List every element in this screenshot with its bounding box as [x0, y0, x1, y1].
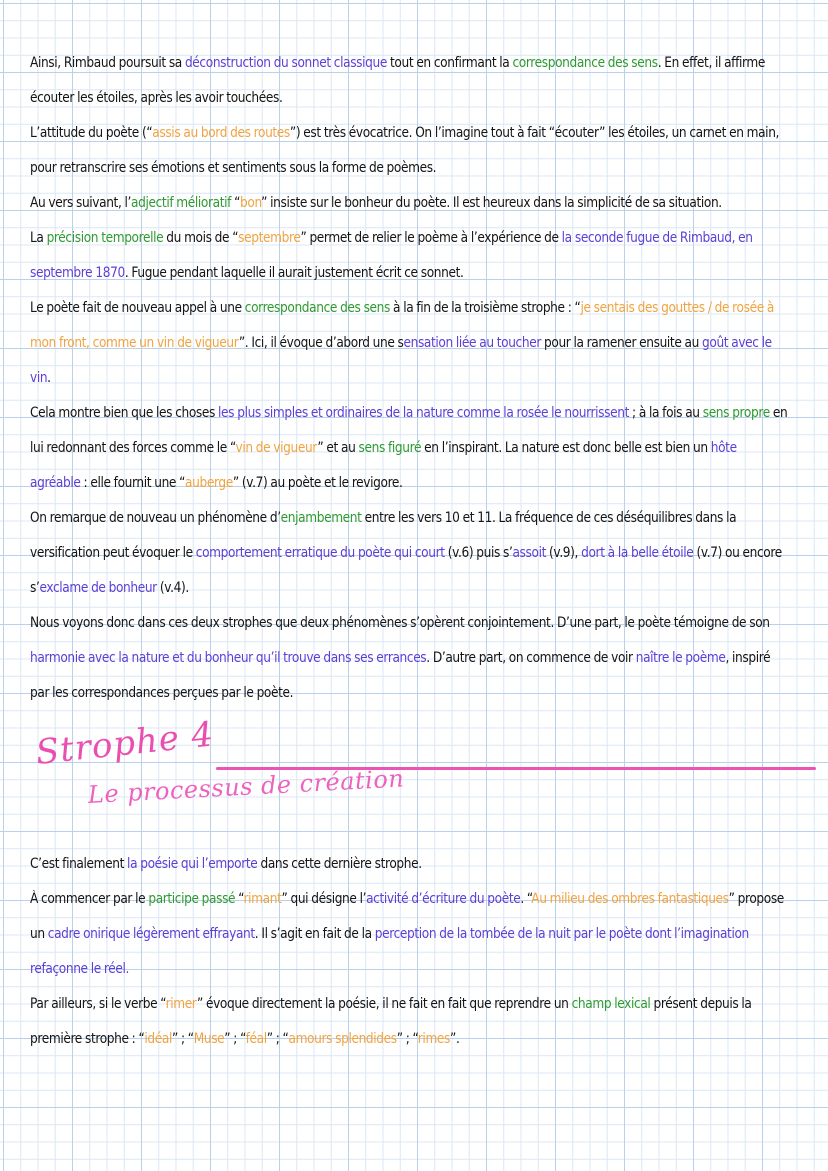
text-span: présent depuis la première strophe : “ [30, 996, 752, 1047]
blue-highlight: perception de la tombée de la nuit par le poète dont l’imagination refaçonne le réel. [30, 926, 749, 977]
paragraph [30, 116, 789, 186]
text-span: . Il s’agit en fait de la [254, 926, 375, 942]
blue-highlight: la seconde fugue de Rimbaud, en septembre 1870 [30, 230, 753, 281]
paragraph [30, 291, 789, 396]
orange-quote: rimant [243, 891, 282, 907]
paragraph [30, 882, 789, 987]
blue-highlight: la poésie qui l’emporte [127, 856, 258, 872]
text-span: À commencer par le [30, 891, 149, 907]
text-span: ”) est très évocatrice. On l’imagine tout à fait “écouter” les étoiles, un carnet en main, pour retranscrire ses émotions et sentiments sous la forme de poèmes. [30, 125, 780, 176]
blue-highlight: harmonie avec la nature et du bonheur qu’il trouve dans ses errances [30, 650, 427, 666]
text-span: dans cette dernière strophe. [257, 856, 422, 872]
text-span: pour la ramener ensuite au [540, 335, 703, 351]
orange-quote: bon [240, 195, 262, 211]
blue-highlight: cadre onirique légèrement effrayant [47, 926, 255, 942]
blue-highlight: exclame de bonheur [39, 580, 157, 596]
text-span: ” ; “ [266, 1031, 289, 1047]
paragraph [30, 501, 789, 606]
text-span: en l’inspirant. La nature est donc belle est bien un [421, 440, 711, 456]
green-highlight: précision temporelle [46, 230, 164, 246]
text-span: On remarque de nouveau un phénomène d’ [30, 510, 281, 526]
green-highlight: champ lexical [571, 996, 651, 1012]
text-span: L’attitude du poète (“ [30, 125, 153, 141]
text-span: ; à la fois au [628, 405, 703, 421]
text-span: ” ; “ [224, 1031, 246, 1047]
text-span: . [47, 370, 51, 386]
orange-quote: féal [245, 1031, 267, 1047]
paragraph-block-strophe-4 [30, 847, 796, 1057]
orange-quote: Muse [193, 1031, 225, 1047]
text-span: ” qui désigne l’ [281, 891, 367, 907]
text-span: Par ailleurs, si le verbe “ [30, 996, 166, 1012]
heading-subtitle: Le processus de création [87, 764, 405, 809]
text-span: ” ; “ [396, 1031, 418, 1047]
blue-highlight: dort à la belle étoile [581, 545, 694, 561]
orange-quote: assis au bord des routes [152, 125, 290, 141]
text-span: tout en confirmant la [386, 55, 513, 71]
text-span: ” et au [317, 440, 359, 456]
text-span: (v.4). [156, 580, 189, 596]
text-span: La [30, 230, 47, 246]
text-span: entre les vers 10 et 11. La fréquence de ces déséquilibres dans la versification peut évoquer le [30, 510, 737, 561]
paragraph [30, 221, 789, 291]
text-span: “ [235, 891, 244, 907]
text-span: . “ [520, 891, 532, 907]
text-span: “ [231, 195, 241, 211]
text-span: ” propose un [30, 891, 784, 942]
blue-highlight: hôte agréable [30, 440, 737, 491]
paragraph [30, 186, 789, 221]
blue-highlight: ensation liée au toucher [403, 335, 541, 351]
orange-quote: Au milieu des ombres fantastiques [531, 891, 729, 907]
blue-highlight: les plus simples et ordinaires de la nature comme la rosée le nourrissent [218, 405, 629, 421]
text-span: , inspiré par les correspondances perçues par le poète. [30, 650, 771, 701]
text-span: ” insiste sur le bonheur du poète. Il est heureux dans la simplicité de sa situation. [261, 195, 722, 211]
text-span: ” évoque directement la poésie, il ne fait en fait que reprendre un [196, 996, 572, 1012]
text-span: Cela montre bien que les choses [30, 405, 219, 421]
text-span: . En effet, il affirme écouter les étoiles, après les avoir touchées. [30, 55, 766, 106]
text-span: : elle fournit une “ [80, 475, 186, 491]
orange-quote: idéal [144, 1031, 172, 1047]
green-highlight: participe passé [148, 891, 236, 907]
text-span: ”. [450, 1031, 460, 1047]
text-span: Nous voyons donc dans ces deux strophes que deux phénomènes s’opèrent conjointement. D’une part, le poète témoigne de son [30, 615, 770, 631]
orange-quote: septembre [238, 230, 301, 246]
orange-quote: auberge [185, 475, 233, 491]
green-highlight: correspondance des sens [512, 55, 658, 71]
text-span: ” ; “ [171, 1031, 194, 1047]
orange-quote: rimer [165, 996, 197, 1012]
text-span: ” permet de relier le poème à l’expérience de [300, 230, 562, 246]
text-span: (v.9), [545, 545, 582, 561]
orange-quote: vin de vigueur [235, 440, 318, 456]
paragraph [30, 847, 789, 882]
blue-highlight: activité d’écriture du poète [366, 891, 521, 907]
green-highlight: sens figuré [358, 440, 422, 456]
paragraph [30, 987, 789, 1057]
text-span: (v.7) ou encore s’ [30, 545, 782, 596]
text-span: . Fugue pendant laquelle il aurait justement écrit ce sonnet. [124, 265, 464, 281]
note-page [30, 46, 796, 1057]
text-span: en lui redonnant des forces comme le “ [30, 405, 788, 456]
text-span: du mois de “ [163, 230, 239, 246]
text-span: Au vers suivant, l’ [30, 195, 132, 211]
text-span: Le poète fait de nouveau appel à une [30, 300, 245, 316]
blue-highlight: goût avec le vin [30, 335, 772, 386]
paragraph [30, 396, 789, 501]
paragraph [30, 46, 789, 116]
text-span: C’est finalement [30, 856, 128, 872]
green-highlight: sens propre [702, 405, 770, 421]
text-span: . D’autre part, on commence de voir [426, 650, 636, 666]
heading-title: Strophe 4 [33, 714, 217, 773]
text-span: Ainsi, Rimbaud poursuit sa [30, 55, 185, 71]
green-highlight: correspondance des sens [244, 300, 390, 316]
text-span: à la fin de la troisième strophe : “ [389, 300, 581, 316]
blue-highlight: comportement erratique du poète qui court [195, 545, 445, 561]
orange-quote: je sentais des gouttes / de rosée à mon front, comme un vin de vigueur [30, 300, 774, 351]
text-span: ”. Ici, il évoque d’abord une s [238, 335, 404, 351]
green-highlight: adjectif mélioratif [131, 195, 232, 211]
blue-highlight: assoit [512, 545, 546, 561]
text-span: ” (v.7) au poète et le revigore. [232, 475, 403, 491]
paragraph-block-strophes-2-3 [30, 46, 796, 711]
orange-quote: rimes [417, 1031, 451, 1047]
paragraph [30, 606, 789, 711]
blue-highlight: naître le poème [635, 650, 726, 666]
green-highlight: enjambement [280, 510, 362, 526]
blue-highlight: déconstruction du sonnet classique [184, 55, 387, 71]
orange-quote: amours splendides [288, 1031, 397, 1047]
text-span: (v.6) puis s’ [444, 545, 513, 561]
